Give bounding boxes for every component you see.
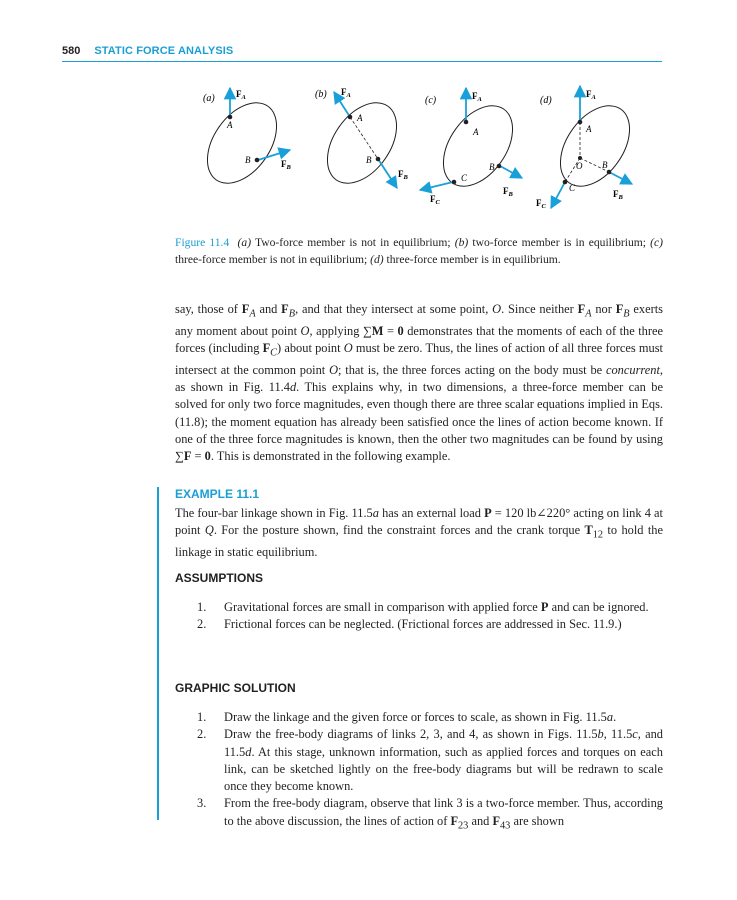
panel-c-force-b-arrow bbox=[500, 166, 522, 178]
caption-text: two-force member is in equilibrium; bbox=[468, 236, 651, 249]
panel-d-force-b-arrow bbox=[609, 172, 632, 184]
panel-a-label-fa: $F_A$ bbox=[236, 89, 246, 101]
example-margin-bar bbox=[157, 487, 159, 820]
assumptions-heading: ASSUMPTIONS bbox=[175, 571, 264, 585]
example-statement: The four-bar linkage shown in Fig. 11.5a has an external load P = 120 lb∠220° acting on link 4 at point Q. For the posture shown, find the constraint forces and the crank torque $T_{12}$ to hold the linkage in static equilibrium. bbox=[175, 506, 663, 560]
panel-b-body bbox=[313, 90, 410, 196]
panel-d-point-c bbox=[563, 180, 568, 185]
figure-caption bbox=[175, 234, 663, 268]
panel-c-point-c bbox=[452, 180, 457, 185]
panel-c-label-b: B bbox=[489, 162, 495, 172]
page-number: 580 bbox=[62, 45, 81, 57]
caption-tag: (a) bbox=[237, 236, 252, 249]
panel-b-line-of-action bbox=[350, 117, 378, 159]
caption-text: Two-force member is not in equilibrium; bbox=[251, 236, 455, 249]
list-item: 3. From the free-body diagram, observe that link 3 is a two-force member. Thus, according to the above discussion, the lines of action of $F_{23}$ and $F_{43}$ are shown bbox=[197, 796, 663, 832]
panel-b-point-a bbox=[348, 115, 353, 120]
panel-c-force-c-arrow bbox=[420, 182, 453, 190]
panel-d-point-o bbox=[578, 156, 582, 160]
panel-b-point-b bbox=[376, 157, 381, 162]
panel-c-label-fa: $F_A$ bbox=[472, 91, 482, 103]
panel-b-label-a: A bbox=[357, 113, 363, 123]
panel-a-label-a: A bbox=[227, 120, 233, 130]
panel-b-force-b-arrow bbox=[378, 159, 397, 188]
panel-d-label-fc: $F_C$ bbox=[536, 198, 546, 210]
panel-d-label-c: C bbox=[569, 183, 576, 193]
panel-a bbox=[193, 88, 291, 196]
caption-tag: (c) bbox=[650, 236, 664, 249]
panel-a-point-a bbox=[228, 115, 233, 120]
panel-d-force-c-arrow bbox=[551, 182, 565, 208]
caption-text: three-force member is not in equilibrium; bbox=[175, 253, 371, 266]
graphic-solution-list bbox=[197, 709, 663, 835]
list-item: 2. Frictional forces can be neglected. (Frictional forces are addressed in Sec. 11.9.) bbox=[197, 617, 622, 632]
body-paragraph: say, those of $F_A$ and $F_B$, and that they intersect at some point, O. Since neither $F_A$ nor $F_B$ exerts any moment about point O, applying ∑M = 0 demonstrates that the moments of each of the three forces (including $F_C$) about point O must be zero. Thus, the lines of action of all three forces must intersect at the common point O; that is, the three forces acting on the body must be concurrent, as shown in Fig. 11.4d. This explains why, in two dimensions, a three-force member can be solved for only two force magnitudes, even though there are three scalar equations implied in Eqs. (11.8); the moment equation has already been satisfied once the lines of action become known. If one of the three force magnitudes is known, then the other two magnitudes can be found by using ∑F = 0. This is demonstrated in the following example. bbox=[175, 302, 663, 464]
panel-c-label-fb: $F_B$ bbox=[503, 186, 513, 198]
panel-d-label-o: O bbox=[576, 161, 583, 171]
list-item: 2. Draw the free-body diagrams of links 2, 3, and 4, as shown in Figs. 11.5b, 11.5c, and 11.5d. At this stage, unknown information, such as applied forces and torques on each link, can be sketched lightly on the free-body diagrams but will be redrawn to scale once they become known. bbox=[197, 727, 663, 794]
panel-a-tag: (a) bbox=[203, 93, 215, 104]
panel-a-label-b: B bbox=[245, 155, 251, 165]
panel-c-tag: (c) bbox=[425, 95, 437, 106]
panel-d-tag: (d) bbox=[540, 95, 552, 106]
panel-d-label-b: B bbox=[602, 160, 608, 170]
figure-11-4 bbox=[0, 0, 737, 235]
panel-d-label-a: A bbox=[586, 124, 592, 134]
panel-c bbox=[420, 88, 527, 206]
panel-a-label-fb: $F_B$ bbox=[281, 159, 291, 171]
panel-b-label-fb: $F_B$ bbox=[398, 169, 408, 181]
caption-tag: (b) bbox=[454, 236, 469, 249]
assumptions-list bbox=[197, 599, 663, 634]
panel-b bbox=[313, 87, 410, 196]
section-title: STATIC FORCE ANALYSIS bbox=[94, 45, 234, 57]
example-heading: EXAMPLE 11.1 bbox=[175, 487, 260, 501]
panel-a-point-b bbox=[255, 158, 260, 163]
panel-c-label-a: A bbox=[473, 127, 479, 137]
figure-label: Figure 11.4 bbox=[175, 236, 230, 249]
panel-c-body bbox=[429, 93, 526, 199]
panel-b-tag: (b) bbox=[315, 89, 327, 100]
caption-text: three-force member is in equilibrium. bbox=[383, 253, 561, 266]
panel-d-point-b bbox=[607, 170, 612, 175]
caption-tag: (d) bbox=[370, 253, 384, 266]
panel-d-point-a bbox=[578, 120, 583, 125]
panel-d-label-fb: $F_B$ bbox=[613, 189, 623, 201]
panel-c-point-a bbox=[464, 120, 469, 125]
panel-c-label-c: C bbox=[461, 173, 468, 183]
panel-d bbox=[536, 86, 644, 210]
panel-c-label-fc: $F_C$ bbox=[430, 194, 440, 206]
list-item: 1. Draw the linkage and the given force or forces to scale, as shown in Fig. 11.5a. bbox=[197, 710, 617, 724]
panel-b-label-fa: $F_A$ bbox=[341, 87, 351, 99]
list-item: 1. Gravitational forces are small in comparison with applied force P and can be ignored. bbox=[197, 600, 649, 614]
panel-c-point-b bbox=[497, 164, 502, 169]
panel-a-body bbox=[193, 90, 290, 196]
graphic-solution-heading: GRAPHIC SOLUTION bbox=[175, 681, 296, 695]
panel-d-label-fa: $F_A$ bbox=[586, 89, 596, 101]
panel-b-label-b: B bbox=[366, 155, 372, 165]
